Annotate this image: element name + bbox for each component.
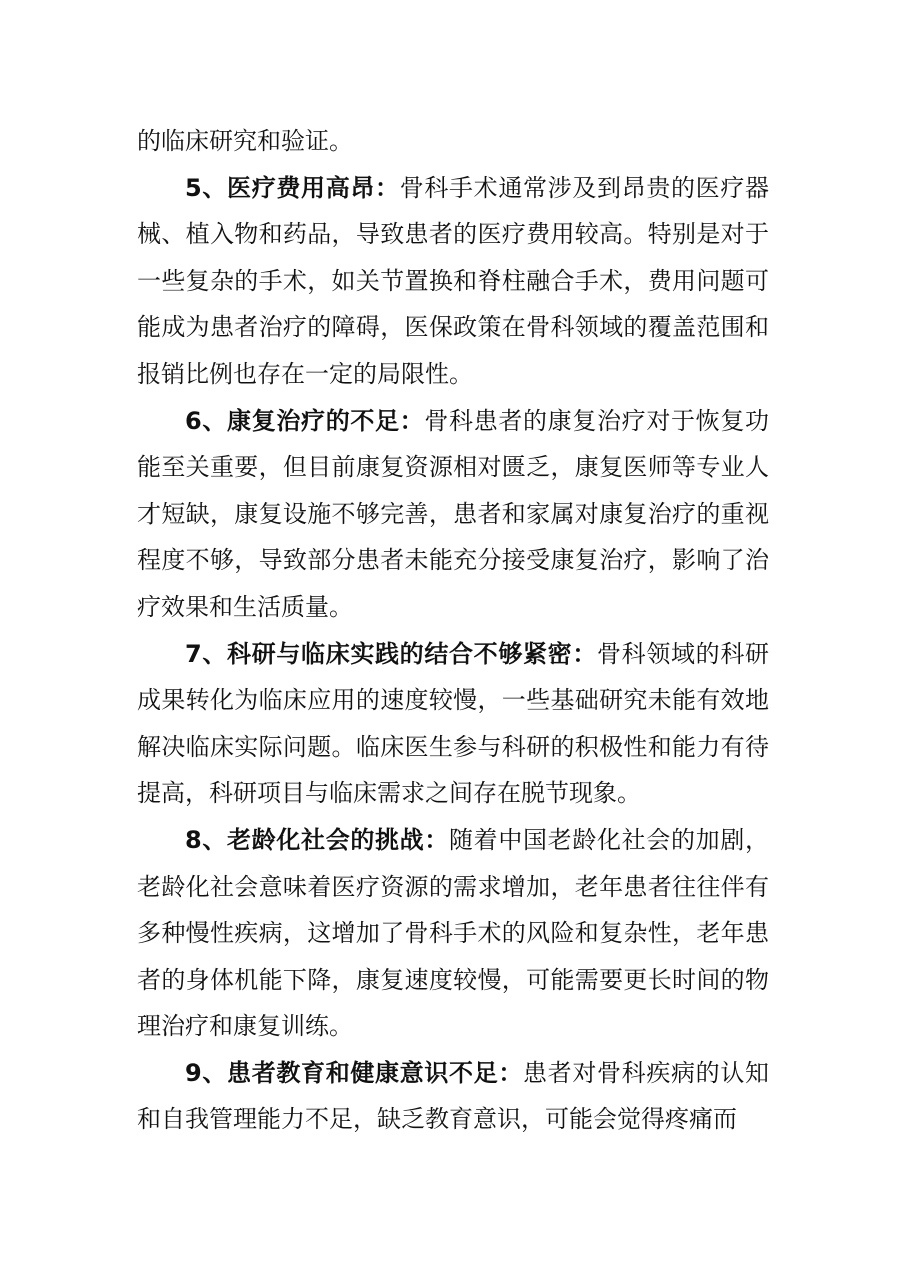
item-5-body: 骨科手术通常涉及到昂贵的医疗器械、植入物和药品，导致患者的医疗费用较高。特别是对于一些复杂的手术，如关节置换和脊柱融合手术，费用问题可能成为患者治疗的障碍，医保政策在骨科领域的覆盖范围和报销比例也存在一定的局限性。 <box>137 173 769 388</box>
item-6-heading: 6、康复治疗的不足： <box>185 406 425 435</box>
paragraph-item-7 <box>137 631 769 817</box>
item-5-heading: 5、医疗费用高昂： <box>185 173 400 202</box>
item-7-body: 骨科领域的科研成果转化为临床应用的速度较慢，一些基础研究未能有效地解决临床实际问题。临床医生参与科研的积极性和能力有待提高，科研项目与临床需求之间存在脱节现象。 <box>137 639 770 808</box>
item-9-body: 患者对骨科疾病的认知和自我管理能力不足，缺乏教育意识，可能会觉得疼痛而 <box>137 1058 770 1134</box>
intro-continuation: 的临床研究和验证。 <box>137 127 353 155</box>
item-8-heading: 8、老龄化社会的挑战： <box>185 825 450 854</box>
paragraph-item-5 <box>137 165 769 398</box>
paragraph-item-6 <box>137 398 769 631</box>
item-9-heading: 9、患者教育和健康意识不足： <box>185 1058 524 1087</box>
paragraph-item-8 <box>137 817 769 1050</box>
item-6-body: 骨科患者的康复治疗对于恢复功能至关重要，但目前康复资源相对匮乏，康复医师等专业人才短缺，康复设施不够完善，患者和家属对康复治疗的重视程度不够，导致部分患者未能充分接受康复治疗，影响了治疗效果和生活质量。 <box>137 406 770 621</box>
item-8-body: 随着中国老龄化社会的加剧，老龄化社会意味着医疗资源的需求增加，老年患者往往伴有多种慢性疾病，这增加了骨科手术的风险和复杂性，老年患者的身体机能下降，康复速度较慢，可能需要更长时间的物理治疗和康复训练。 <box>137 825 769 1041</box>
item-7-heading: 7、科研与临床实践的结合不够紧密： <box>185 639 598 668</box>
paragraph-item-9 <box>137 1050 769 1143</box>
document-body <box>137 118 769 1143</box>
